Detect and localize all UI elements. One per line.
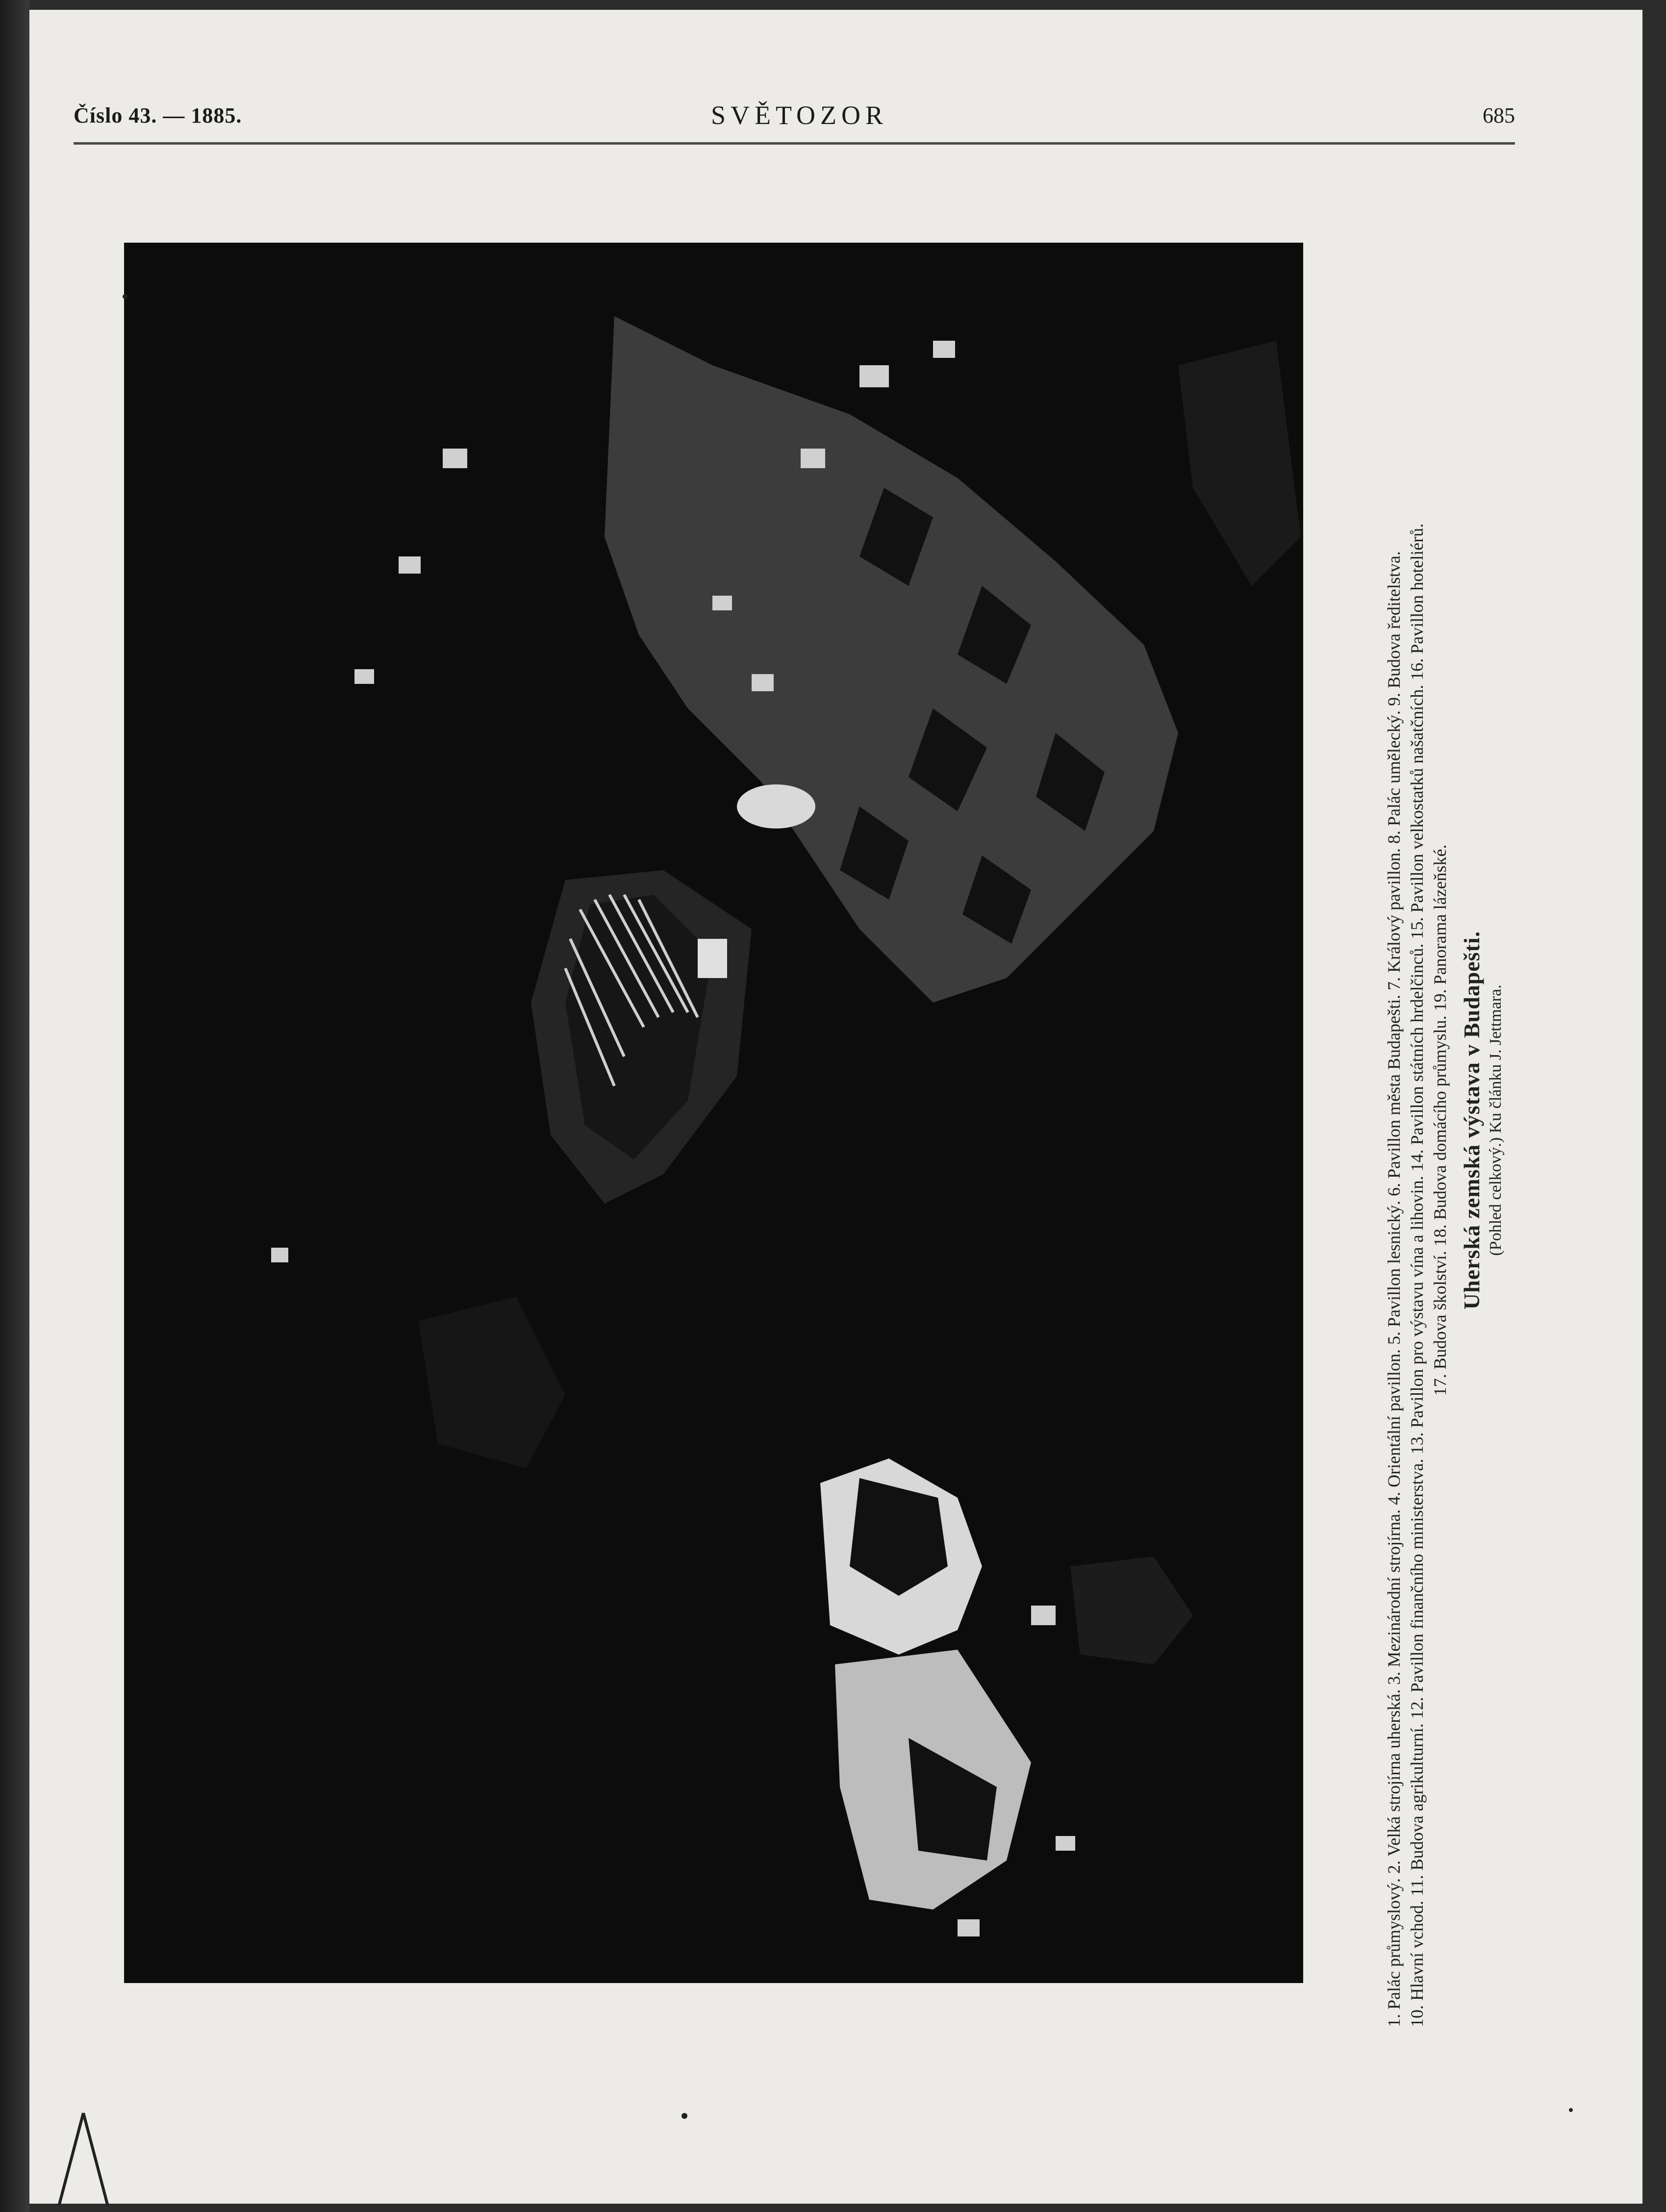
page-header	[74, 103, 1515, 137]
caption-legend-line-2: 10. Hlavní vchod. 11. Budova agrikulturní. 12. Pavillon finančního ministerstva. 13. Pavillon pro výstavu vína a lihovin. 14. Pavillon státních hrdelčinců. 15. Pavillon velkostatků našatčních. 16. Pavillon hoteliérů.	[1407, 523, 1427, 2027]
print-speck	[682, 2113, 687, 2119]
figure-subtitle: (Pohled celkový.) Ku článku J. Jettmara.	[1487, 984, 1505, 1256]
exhibition-engraving	[124, 243, 1303, 1983]
figure-caption	[1383, 213, 1579, 2027]
caption-legend-line-3: 17. Budova školství. 18. Budova domácího průmyslu. 19. Panorama lázeňské.	[1430, 844, 1450, 1396]
header-rule	[74, 142, 1515, 145]
figure-title: Uherská zemská výstava v Budapešti.	[1459, 930, 1484, 1310]
print-speck	[1569, 2108, 1573, 2112]
scan-edge-left	[0, 0, 29, 2212]
issue-label: Číslo 43. — 1885.	[74, 103, 242, 127]
print-speck	[123, 294, 127, 299]
page-number: 685	[1483, 103, 1515, 127]
caption-legend-line-1: 1. Palác průmyslový. 2. Velká strojírna uherská. 3. Mezinárodní strojírna. 4. Orientální pavillon. 5. Pavillon lesnický. 6. Pavillon města Budapešti. 7. Králový pavillon. 8. Palác umělecký. 9. Budova ředitelstva.	[1384, 551, 1404, 2027]
magazine-title: SVĚTOZOR	[711, 101, 888, 130]
page-corner-mark	[54, 2108, 113, 2211]
engraving-illustration	[124, 243, 1303, 1983]
